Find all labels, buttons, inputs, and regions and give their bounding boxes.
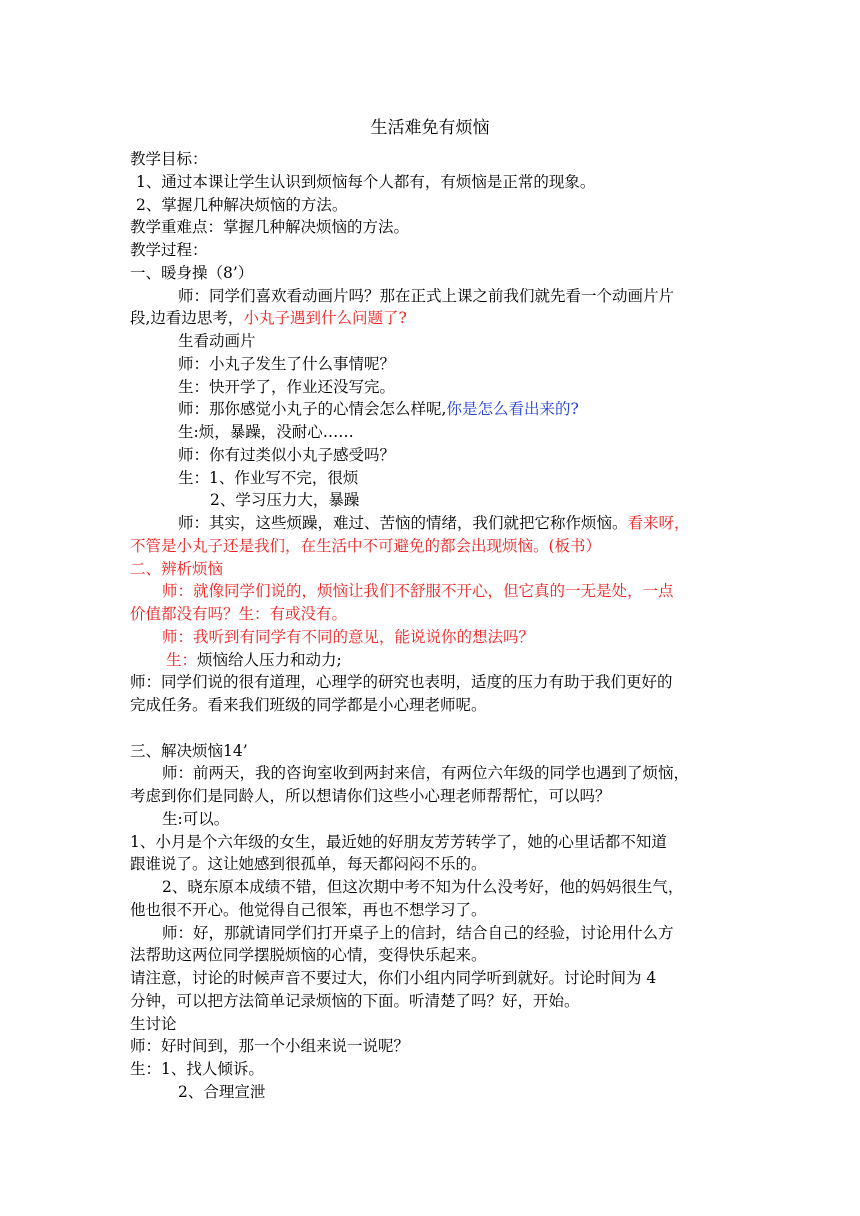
dialogue-line: 生:可以。: [162, 809, 230, 828]
case-item: 1、小月是个六年级的女生，最近她的好朋友芳芳转学了，她的心里话都不知道: [130, 832, 667, 851]
highlight-red: 师：我听到有同学有不同的意见，能说说你的想法吗？: [162, 627, 535, 646]
dialogue-line: 生：1、作业写不完，很烦: [178, 468, 359, 487]
highlight-red: 价值都没有吗？生：有或没有。: [130, 605, 348, 623]
paragraph-line: 法帮助这两位同学摆脱烦恼的心情，变得快乐起来。: [130, 946, 487, 965]
dialogue-line: 师：小丸子发生了什么事情呢？: [178, 354, 396, 373]
paragraph-line: 师：好，那就请同学们打开桌子上的信封，结合自己的经验，讨论用什么方: [162, 923, 674, 942]
dialogue-line: [130, 398, 730, 421]
dialogue-line: [130, 649, 730, 672]
paragraph-line: 分钟，可以把方法简单记录烦恼的下面。听清楚了吗？好，开始。: [130, 991, 580, 1010]
paragraph-line: [130, 307, 730, 330]
paragraph-line: [130, 512, 730, 535]
dialogue-line: 师：你有过类似小丸子感受吗？: [178, 445, 396, 464]
blank-line: [130, 717, 730, 740]
paragraph-line: 师：前两天，我的咨询室收到两封来信，有两位六年级的同学也遇到了烦恼，: [162, 764, 690, 783]
highlight-red: 不管是小丸子还是我们，在生活中不可避免的都会出现烦恼。(板书）: [130, 536, 602, 555]
case-item: 他也很不开心。他觉得自己很笨，再也不想学习了。: [130, 900, 487, 919]
document-body: [130, 148, 730, 1104]
dialogue-line: 2、合理宣泄: [178, 1082, 266, 1101]
paragraph-line: 师：同学们说的很有道理，心理学的研究也表明，适度的压力有助于我们更好的: [130, 673, 673, 692]
dialogue-line: 生：1、找人倾诉。: [130, 1060, 264, 1078]
text-run: 烦恼给人压力和动力;: [197, 650, 342, 669]
objective-item: 1、通过本课让学生认识到烦恼每个人都有，有烦恼是正常的现象。: [136, 172, 596, 191]
document-title: 生活难免有烦恼: [370, 118, 490, 138]
step-heading: [130, 262, 730, 285]
case-item: 跟谁说了。这让她感到很孤单，每天都闷闷不乐的。: [130, 855, 487, 874]
step-heading-text: 一、暖身操（8’）: [130, 263, 254, 282]
dialogue-line: 师：好时间到，那一个小组来说一说呢？: [130, 1037, 410, 1056]
paragraph-line: 请注意，讨论的时候声音不要过大，你们小组内同学听到就好。讨论时间为 4: [130, 969, 657, 987]
highlight-red: 生：: [166, 650, 198, 669]
dialogue-line: 2、学习压力大，暴躁: [210, 491, 360, 510]
section-heading: 教学过程：: [130, 241, 208, 259]
paragraph-line: 师：同学们喜欢看动画片吗？那在正式上课之前我们就先看一个动画片片: [178, 286, 675, 305]
paragraph-line: 考虑到你们是同龄人，所以想请你们这些小心理老师帮帮忙，可以吗？: [130, 787, 611, 805]
paragraph-line: 完成任务。看来我们班级的同学都是小心理老师呢。: [130, 696, 487, 714]
step-heading: 二、辨析烦恼: [130, 559, 224, 578]
highlight-red: 师：就像同学们说的，烦恼让我们不舒服不开心，但它真的一无是处，一点: [162, 582, 674, 601]
key-points: 教学重难点：掌握几种解决烦恼的方法。: [130, 218, 410, 237]
highlight-red: 小丸子遇到什么问题了?: [243, 309, 407, 328]
step-heading: 三、解决烦恼14’: [130, 741, 248, 760]
text-run: 师：那你感觉小丸子的心情会怎么样呢,: [178, 400, 447, 419]
dialogue-line: 生：快开学了，作业还没写完。: [178, 377, 396, 396]
section-heading: 教学目标：: [130, 150, 208, 168]
dialogue-line: 生讨论: [130, 1014, 177, 1033]
dialogue-line: 生看动画片: [178, 332, 256, 350]
dialogue-line: 生:烦，暴躁，没耐心……: [178, 423, 354, 441]
text-run: 师：其实，这些烦躁，难过、苦恼的情绪，我们就把它称作烦恼。: [178, 514, 628, 532]
objective-item: 2、掌握几种解决烦恼的方法。: [136, 195, 348, 214]
highlight-blue: 你是怎么看出来的?: [446, 400, 579, 419]
highlight-red: 看来呀，: [627, 514, 690, 532]
case-item: 2、晓东原本成绩不错，但这次期中考不知为什么没考好，他的妈妈很生气，: [162, 878, 684, 896]
text-run: 段,边看边思考，: [130, 309, 244, 328]
